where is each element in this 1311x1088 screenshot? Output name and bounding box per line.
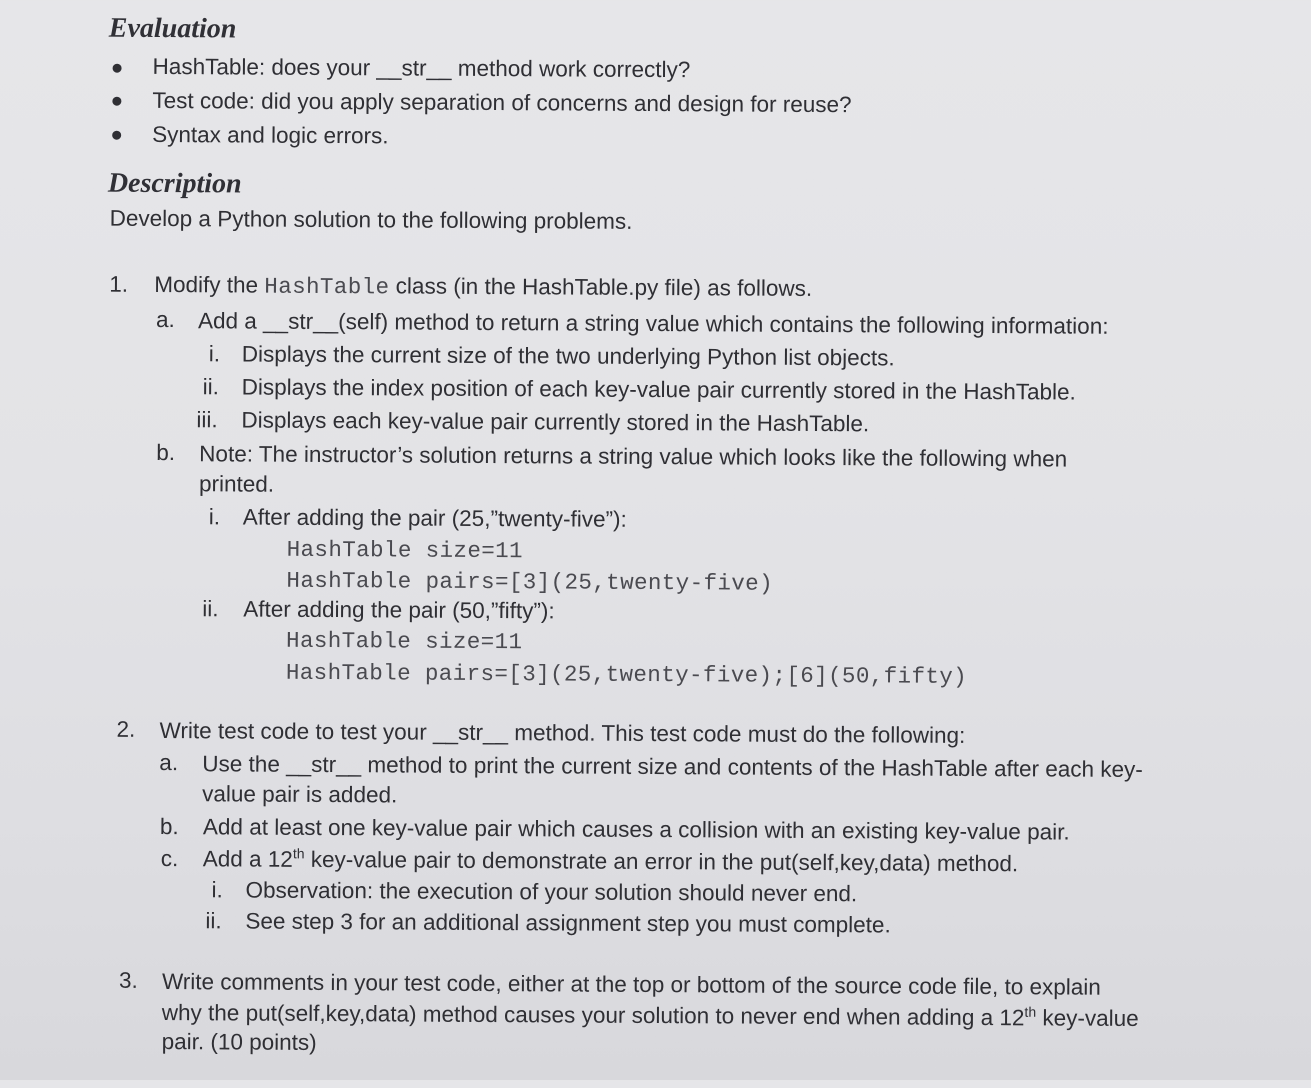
item-2b-text: Add at least one key-value pair which causes a collision with an existing key-value pair. (202, 814, 1070, 845)
item-1a-ii-text: Displays the index position of each key-value pair currently stored in the HashTable. (241, 374, 1076, 405)
item-3-line2 (162, 1000, 1139, 1032)
evaluation-bullet-3: Syntax and logic errors. (152, 121, 389, 149)
evaluation-bullet-2: Test code: did you apply separation of concerns and design for reuse? (152, 87, 852, 118)
item-3-number: 3. (118, 967, 138, 993)
item-1a-iii-text: Displays each key-value pair currently stored in the HashTable. (241, 407, 870, 437)
bullet-icon (112, 131, 121, 140)
item-1b-i-code-pairs: HashTable pairs=[3](25,twenty-five) (286, 567, 774, 597)
item-3-line2-sup: th (1024, 1003, 1037, 1020)
item-1a-marker: a. (155, 306, 175, 333)
evaluation-bullet-1: HashTable: does your __str__ method work correctly? (152, 53, 691, 83)
description-heading: Description (107, 167, 242, 200)
item-1-number: 1. (109, 271, 129, 297)
item-1-text (154, 272, 812, 303)
item-3-line2-post: key-value (1036, 1005, 1139, 1031)
item-2c-ii-text: See step 3 for an additional assignment step you must complete. (245, 908, 891, 938)
item-1-pre: Modify the (154, 271, 259, 298)
item-1b-ii-marker: ii. (202, 596, 219, 622)
item-2c-sup: th (292, 845, 305, 862)
item-2c-pre: Add a 12 (202, 846, 293, 872)
item-1b-ii-code-size: HashTable size=11 (286, 627, 523, 656)
item-1-code: HashTable (264, 273, 390, 301)
item-2-number: 2. (116, 716, 136, 742)
item-2c-i-marker: i. (211, 877, 223, 903)
item-1b-ii-code-pairs: HashTable pairs=[3](25,twenty-five);[6](50,fifty) (285, 659, 968, 690)
item-1b-line1: Note: The instructor’s solution returns a string value which looks like the following when (199, 441, 1068, 472)
item-3-line3: pair. (10 points) (161, 1029, 317, 1055)
item-1b-marker: b. (156, 439, 176, 466)
item-2b-marker: b. (159, 813, 179, 840)
item-1b-i-text: After adding the pair (25,”twenty-five”): (242, 504, 627, 532)
item-2a-line2: value pair is added. (202, 781, 398, 808)
item-2c-text (203, 846, 1019, 877)
bullet-icon (113, 64, 122, 73)
item-1a-iii-marker: iii. (196, 407, 218, 433)
item-2c-i-text: Observation: the execution of your solution should never end. (245, 877, 858, 907)
item-2a-line1: Use the __str__ method to print the current size and contents of the HashTable after each key- (202, 751, 1143, 782)
item-1b-i-code-size: HashTable size=11 (286, 536, 524, 565)
item-1a-i-text: Displays the current size of the two underlying Python list objects. (241, 341, 895, 371)
item-1b-ii-text: After adding the pair (50,”fifty”): (243, 596, 555, 624)
bullet-icon (112, 97, 121, 106)
description-intro: Develop a Python solution to the following problems. (109, 205, 633, 234)
item-1a-i-marker: i. (208, 341, 221, 367)
item-1b-line2: printed. (198, 471, 275, 497)
evaluation-heading: Evaluation (108, 12, 237, 45)
item-2c-ii-marker: ii. (205, 908, 222, 934)
item-1b-i-marker: i. (208, 504, 221, 530)
item-3-line2-pre: why the put(self,key,data) method causes your solution to never end when adding a 12 (161, 1000, 1025, 1031)
item-1a-ii-marker: ii. (202, 374, 219, 400)
item-2-text: Write test code to test your __str__ method. This test code must do the following: (159, 717, 966, 748)
item-1a-text: Add a __str__(self) method to return a string value which contains the following information: (197, 308, 1109, 339)
item-2c-marker: c. (160, 845, 179, 872)
item-2c-post: key-value pair to demonstrate an error in the put(self,key,data) method. (304, 846, 1019, 877)
item-2a-marker: a. (159, 749, 179, 776)
item-1-post: class (in the HashTable.py file) as follows. (395, 273, 813, 301)
item-3-line1: Write comments in your test code, either at the top or bottom of the source code file, to explain (161, 969, 1101, 1000)
